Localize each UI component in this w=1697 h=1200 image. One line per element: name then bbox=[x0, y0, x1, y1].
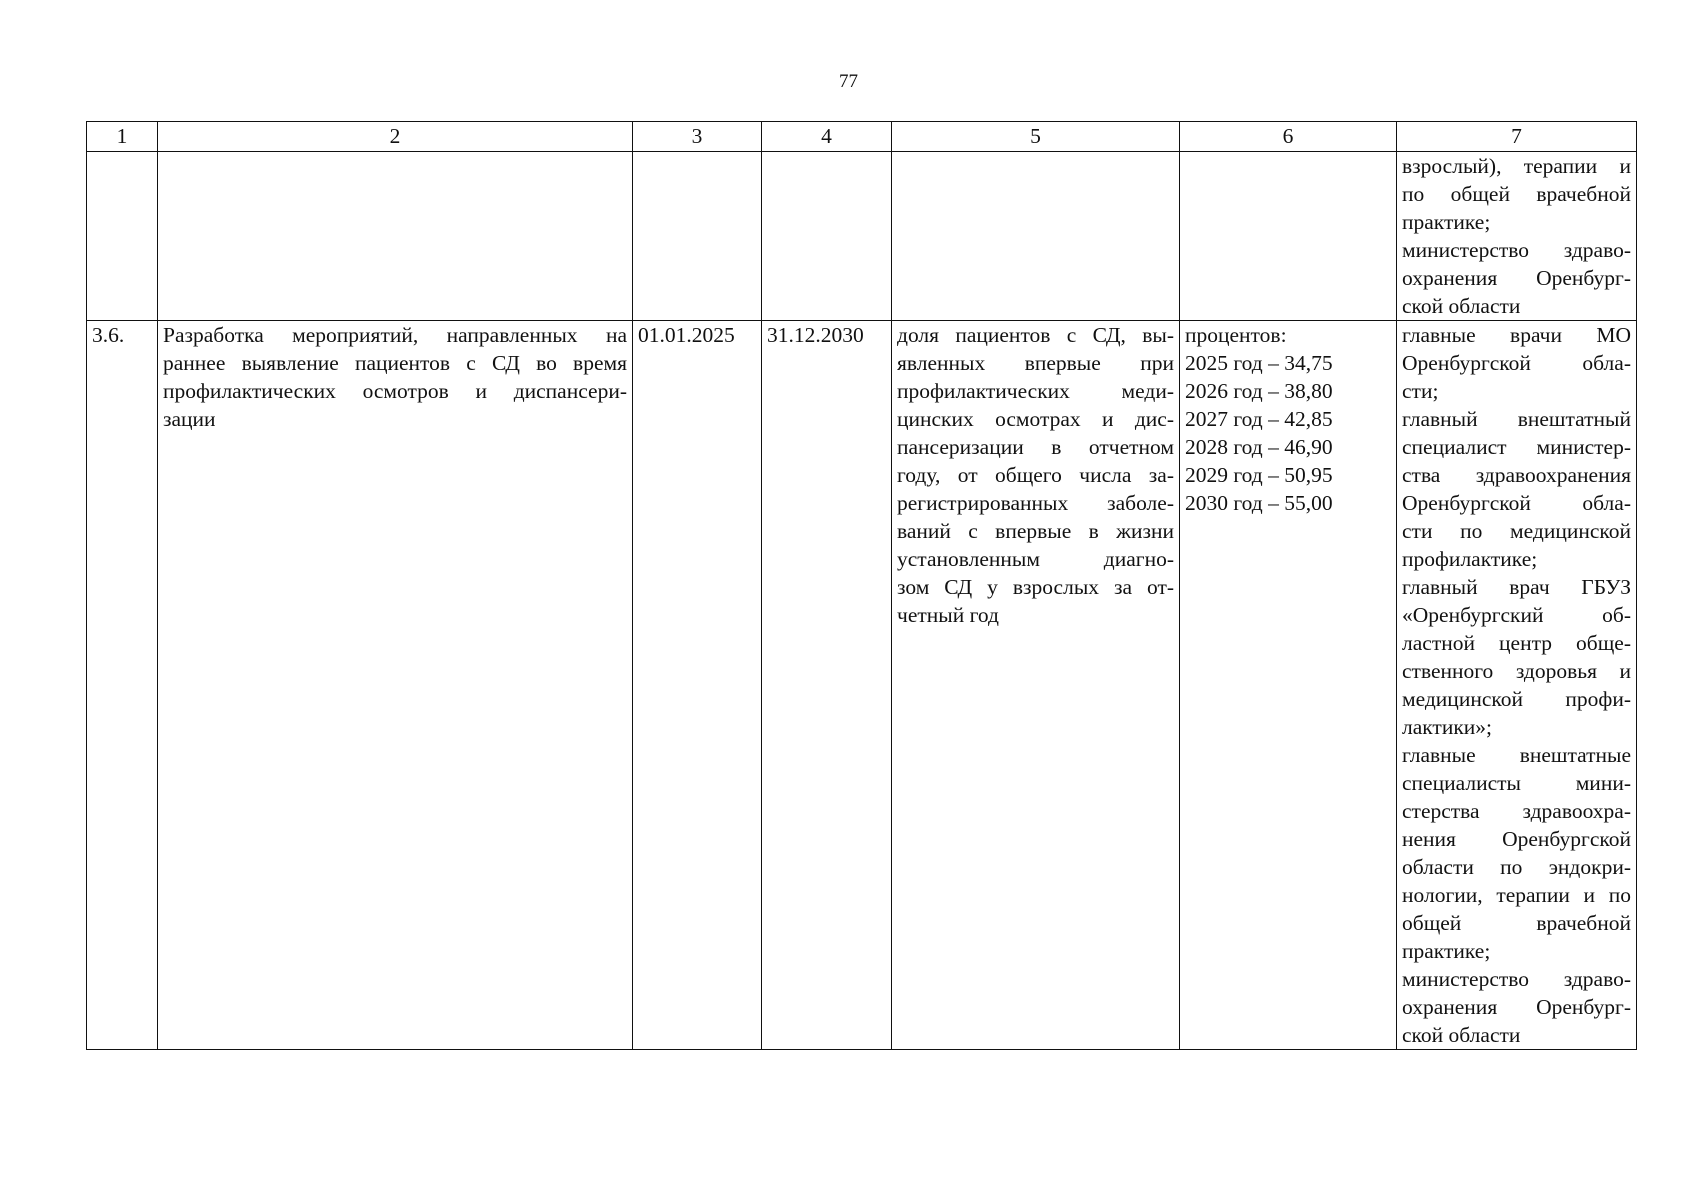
text-line: специалист министер- bbox=[1402, 435, 1631, 459]
cell-indicator bbox=[892, 321, 1180, 1050]
text-line: ства здравоохранения bbox=[1402, 463, 1631, 487]
table-row-continuation bbox=[87, 152, 1637, 321]
cell-row-number: 3.6. bbox=[87, 321, 158, 1050]
text-line: четный год bbox=[897, 603, 999, 627]
text-line: установленным диагно- bbox=[897, 547, 1174, 571]
text-line: области по эндокри- bbox=[1402, 855, 1631, 879]
column-header: 2 bbox=[158, 122, 633, 152]
text-line: доля пациентов с СД, вы- bbox=[897, 323, 1174, 347]
text-line: по общей врачебной bbox=[1402, 182, 1631, 206]
cell-responsible-continued bbox=[1397, 152, 1637, 321]
text-line: зом СД у взрослых за от- bbox=[897, 575, 1174, 599]
text-line: сти по медицинской bbox=[1402, 519, 1631, 543]
text-line: охранения Оренбург- bbox=[1402, 266, 1631, 290]
text-line: сти; bbox=[1402, 379, 1439, 403]
cell-number-empty bbox=[87, 152, 158, 321]
text-line: стерства здравоохра- bbox=[1402, 799, 1631, 823]
text-line: лактики»; bbox=[1402, 715, 1493, 739]
text-line: «Оренбургский об- bbox=[1402, 603, 1631, 627]
text-line: регистрированных заболе- bbox=[897, 491, 1174, 515]
text-line: Оренбургской обла- bbox=[1402, 491, 1631, 515]
column-header: 3 bbox=[633, 122, 762, 152]
target-value: 2026 год – 38,80 bbox=[1185, 379, 1333, 403]
text-line: явленных впервые при bbox=[897, 351, 1174, 375]
text-line: специалисты мини- bbox=[1402, 771, 1631, 795]
cell-measure-empty bbox=[158, 152, 633, 321]
text-line: цинских осмотрах и дис- bbox=[897, 407, 1174, 431]
column-header: 6 bbox=[1180, 122, 1397, 152]
text-line: ской области bbox=[1402, 1023, 1521, 1047]
text-line: зации bbox=[163, 407, 216, 431]
text-line: охранения Оренбург- bbox=[1402, 995, 1631, 1019]
text-line: министерство здраво- bbox=[1402, 238, 1631, 262]
cell-end-date: 31.12.2030 bbox=[762, 321, 892, 1050]
text-line: Разработка мероприятий, направленных на bbox=[163, 323, 627, 347]
target-value: 2027 год – 42,85 bbox=[1185, 407, 1333, 431]
cell-indicator-empty bbox=[892, 152, 1180, 321]
target-value: 2028 год – 46,90 bbox=[1185, 435, 1333, 459]
text-line: Оренбургской обла- bbox=[1402, 351, 1631, 375]
text-line: взрослый), терапии и bbox=[1402, 154, 1631, 178]
targets-unit: процентов: bbox=[1185, 323, 1287, 347]
text-line: практике; bbox=[1402, 939, 1491, 963]
page-number: 77 bbox=[839, 71, 858, 92]
text-line: нологии, терапии и по bbox=[1402, 883, 1631, 907]
header-row bbox=[87, 122, 1637, 152]
text-line: главные врачи МО bbox=[1402, 323, 1631, 347]
text-line: ской области bbox=[1402, 294, 1521, 318]
cell-responsible bbox=[1397, 321, 1637, 1050]
text-line: главный внештатный bbox=[1402, 407, 1631, 431]
text-line: профилактике; bbox=[1402, 547, 1538, 571]
text-line: главный врач ГБУЗ bbox=[1402, 575, 1631, 599]
text-line: профилактических осмотров и диспансери- bbox=[163, 379, 627, 403]
column-header: 5 bbox=[892, 122, 1180, 152]
text-line: общей врачебной bbox=[1402, 911, 1631, 935]
text-line: профилактических меди- bbox=[897, 379, 1174, 403]
cell-start-empty bbox=[633, 152, 762, 321]
text-line: раннее выявление пациентов с СД во время bbox=[163, 351, 627, 375]
target-value: 2025 год – 34,75 bbox=[1185, 351, 1333, 375]
text-line: ластной центр обще- bbox=[1402, 631, 1631, 655]
text-line: главные внештатные bbox=[1402, 743, 1631, 767]
text-line: пансеризации в отчетном bbox=[897, 435, 1174, 459]
column-header: 1 bbox=[87, 122, 158, 152]
text-line: медицинской профи- bbox=[1402, 687, 1631, 711]
table-row-3-6 bbox=[87, 321, 1637, 1050]
text-line: ственного здоровья и bbox=[1402, 659, 1631, 683]
target-value: 2030 год – 55,00 bbox=[1185, 491, 1333, 515]
cell-targets-empty bbox=[1180, 152, 1397, 321]
text-line: практике; bbox=[1402, 210, 1491, 234]
column-header: 7 bbox=[1397, 122, 1637, 152]
text-line: ваний с впервые в жизни bbox=[897, 519, 1174, 543]
text-line: министерство здраво- bbox=[1402, 967, 1631, 991]
cell-targets bbox=[1180, 321, 1397, 1050]
text-line: нения Оренбургской bbox=[1402, 827, 1631, 851]
text-line: году, от общего числа за- bbox=[897, 463, 1174, 487]
target-value: 2029 год – 50,95 bbox=[1185, 463, 1333, 487]
cell-start-date: 01.01.2025 bbox=[633, 321, 762, 1050]
column-header: 4 bbox=[762, 122, 892, 152]
cell-measure bbox=[158, 321, 633, 1050]
cell-end-empty bbox=[762, 152, 892, 321]
measures-table bbox=[86, 121, 1637, 1050]
